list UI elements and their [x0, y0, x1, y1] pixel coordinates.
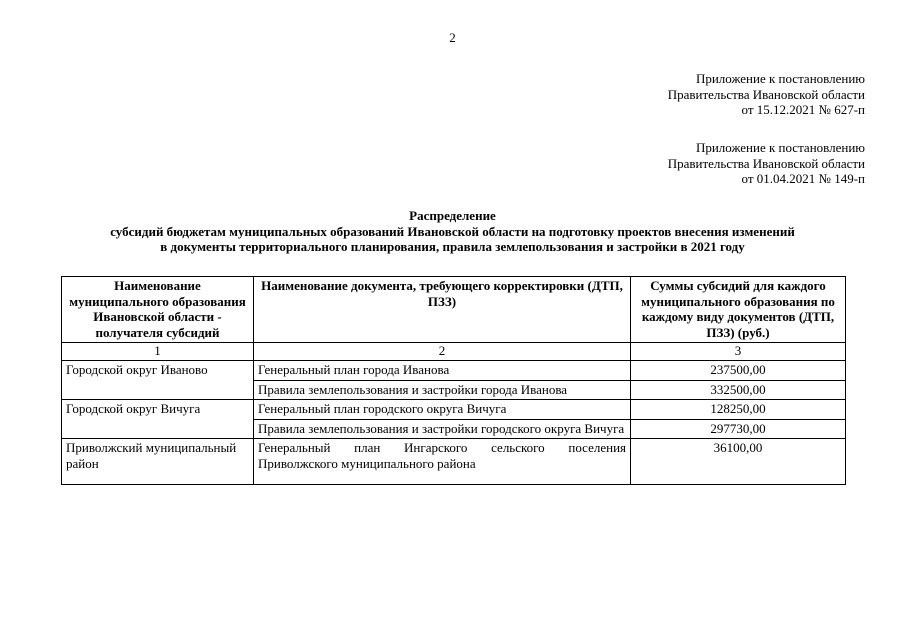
amount-cell: 332500,00	[631, 380, 846, 400]
amount-cell: 237500,00	[631, 361, 846, 381]
column-number-row	[62, 343, 846, 361]
appendix-line: Приложение к постановлению	[695, 71, 865, 86]
amount-cell: 297730,00	[631, 419, 846, 439]
table-row	[62, 400, 846, 420]
appendix-line: Правительства Ивановской области	[667, 155, 865, 171]
municipality-cell: Городской округ Вичуга	[62, 400, 254, 439]
appendix-line: Правительства Ивановской области	[667, 86, 865, 102]
appendix-line: от 01.04.2021 № 149-п	[741, 171, 865, 186]
column-number: 2	[254, 343, 631, 361]
header-amount: Суммы субсидий для каждого муниципального образования по каждому виду документов (ДТП, ПЗЗ) (руб.)	[631, 277, 846, 343]
header-document: Наименование документа, требующего корректировки (ДТП, ПЗЗ)	[254, 277, 631, 343]
document-title	[40, 208, 865, 255]
municipality-cell: Приволжский муниципальный район	[62, 439, 254, 485]
appendix-line: от 15.12.2021 № 627-п	[741, 102, 865, 117]
appendix-note-original	[668, 140, 865, 187]
document-cell: Правила землепользования и застройки города Иванова	[254, 380, 631, 400]
document-cell: Генеральный план городского округа Вичуга	[254, 400, 631, 420]
header-municipality: Наименование муниципального образования Ивановской области - получателя субсидий	[62, 277, 254, 343]
table-row	[62, 361, 846, 381]
column-number: 3	[631, 343, 846, 361]
title-heading: Распределение	[409, 208, 496, 223]
document-cell: Правила землепользования и застройки городского округа Вичуга	[254, 419, 631, 439]
document-cell: Генеральный план Ингарского сельского поселения Приволжского муниципального района	[254, 439, 631, 485]
subsidies-table	[61, 276, 846, 485]
appendix-note-current	[668, 71, 865, 118]
amount-cell: 128250,00	[631, 400, 846, 420]
title-line: в документы территориального планирования, правила землепользования и застройки в 2021 году	[160, 239, 745, 254]
appendix-line: Приложение к постановлению	[695, 140, 865, 155]
title-line: субсидий бюджетам муниципальных образований Ивановской области на подготовку проектов внесения изменений	[110, 223, 795, 239]
table-header-row	[62, 277, 846, 343]
amount-cell: 36100,00	[631, 439, 846, 485]
table-row	[62, 439, 846, 485]
municipality-cell: Городской округ Иваново	[62, 361, 254, 400]
column-number: 1	[62, 343, 254, 361]
page-number: 2	[449, 30, 456, 45]
document-cell: Генеральный план города Иванова	[254, 361, 631, 381]
